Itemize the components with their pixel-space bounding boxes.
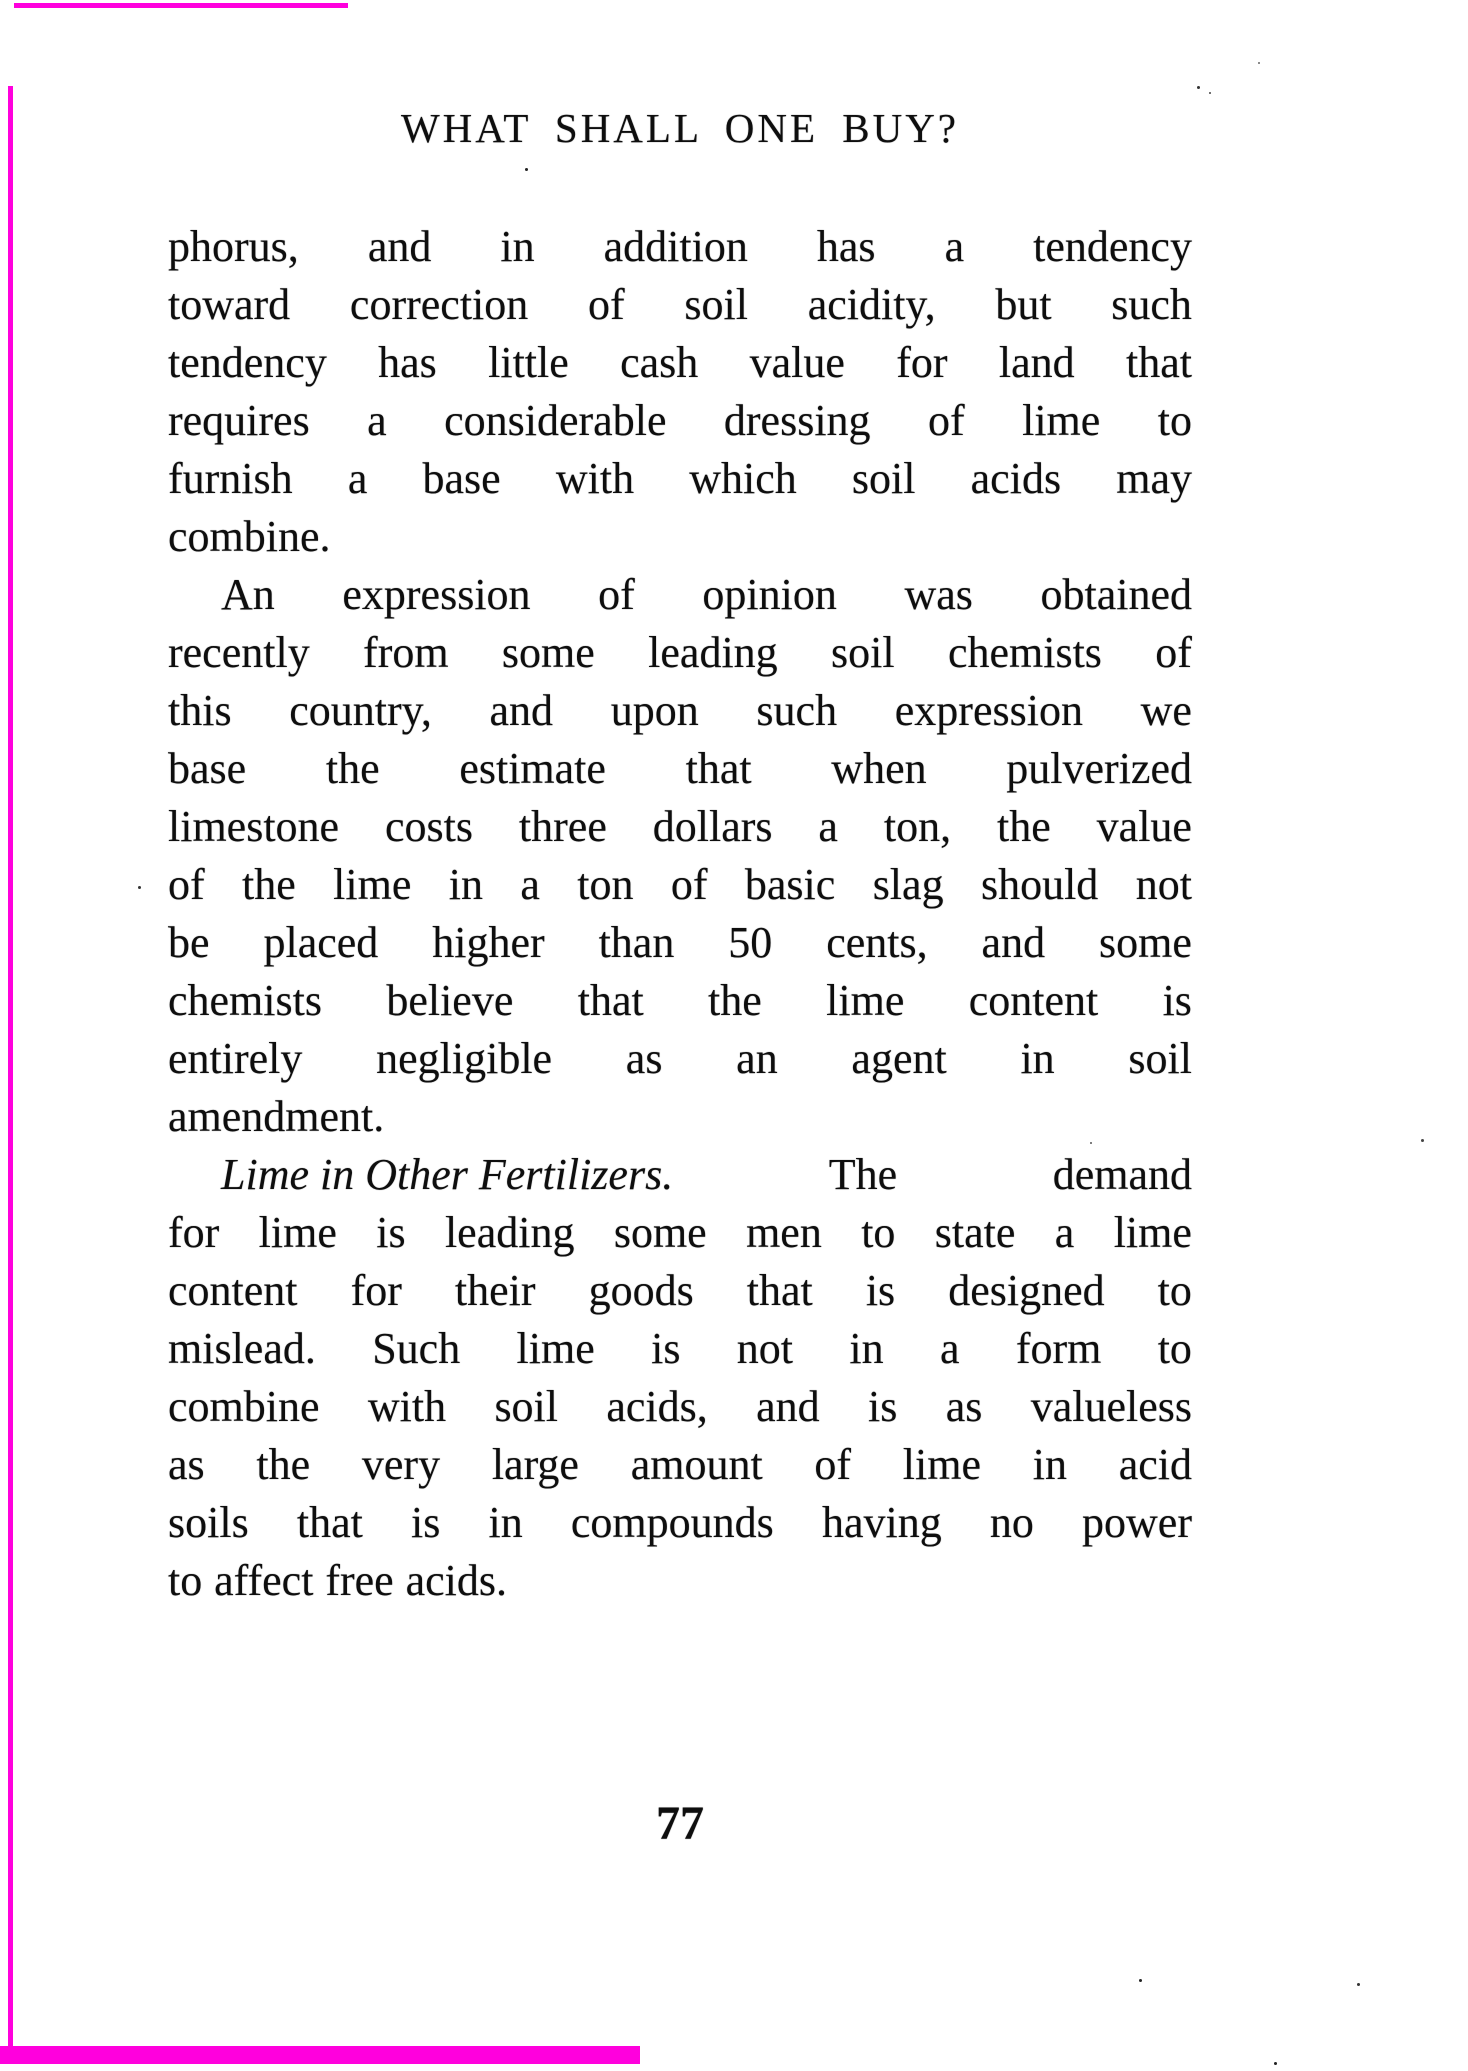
word: content: [168, 1266, 298, 1315]
top-edge-line: [14, 3, 348, 8]
word: lime: [516, 1324, 595, 1373]
word: which: [689, 454, 797, 503]
word: and: [489, 686, 554, 735]
word: limestone: [168, 802, 340, 851]
word: of: [588, 280, 625, 329]
scan-speck: [1274, 2062, 1277, 2065]
word: soil: [831, 628, 895, 677]
word: obtained: [1040, 570, 1192, 619]
word: has: [816, 222, 876, 271]
word: valueless: [1030, 1382, 1192, 1431]
word: amendment.: [168, 1092, 385, 1141]
word: that: [685, 744, 752, 793]
word: their: [454, 1266, 536, 1315]
text-line: [168, 1494, 1192, 1552]
word: negligible: [376, 1034, 553, 1083]
text-line: [168, 1378, 1192, 1436]
text-line: [168, 856, 1192, 914]
word: acid: [1118, 1440, 1192, 1489]
word: in: [1032, 1440, 1067, 1489]
word: recently: [168, 628, 310, 677]
word: soil: [494, 1382, 559, 1431]
text-line: [168, 1204, 1192, 1262]
page-number: 77: [656, 1797, 704, 1850]
word: lime: [1022, 396, 1101, 445]
word: country,: [289, 686, 432, 735]
word: pulverized: [1006, 744, 1192, 793]
word: as: [625, 1034, 663, 1083]
word: in: [448, 860, 483, 909]
word: of: [928, 396, 965, 445]
word: for: [168, 1208, 220, 1257]
text-line: [168, 914, 1192, 972]
word: the: [325, 744, 380, 793]
word: men: [746, 1208, 822, 1257]
word: and: [981, 918, 1046, 967]
text-line: [168, 972, 1192, 1030]
word: to: [861, 1208, 896, 1257]
word: combine.: [168, 512, 331, 561]
word: lime: [826, 976, 905, 1025]
word: has: [378, 338, 437, 387]
word: upon: [610, 686, 699, 735]
word: base: [422, 454, 501, 503]
word: cash: [620, 338, 699, 387]
word: of: [814, 1440, 852, 1489]
word: dollars: [652, 802, 773, 851]
word: should: [980, 860, 1099, 909]
word: soil: [851, 454, 916, 503]
word: designed: [948, 1266, 1105, 1315]
scan-speck: [1209, 92, 1211, 94]
word: acidity,: [807, 280, 936, 329]
word: having: [821, 1498, 942, 1547]
word: three: [518, 802, 607, 851]
word: some: [1099, 918, 1192, 967]
word: is: [376, 1208, 406, 1257]
word: that: [296, 1498, 363, 1547]
word: content: [968, 976, 1099, 1025]
word: of: [1155, 628, 1192, 677]
word: cents,: [826, 918, 928, 967]
word: toward: [168, 280, 291, 329]
word: that: [746, 1266, 813, 1315]
word: a: [939, 1324, 960, 1373]
word: considerable: [444, 396, 667, 445]
word: in: [1020, 1034, 1055, 1083]
word: amount: [630, 1440, 763, 1489]
word: base: [168, 744, 247, 793]
word: demand: [1052, 1150, 1192, 1199]
text-line: [168, 624, 1192, 682]
word: soil: [1128, 1034, 1192, 1083]
word: power: [1082, 1498, 1192, 1547]
scan-speck: [1421, 1139, 1424, 1142]
word: to: [168, 1556, 203, 1605]
scan-speck: [1139, 1979, 1142, 1982]
word: lime: [258, 1208, 337, 1257]
word: expression: [342, 570, 531, 619]
word: furnish: [168, 454, 293, 503]
word: estimate: [459, 744, 606, 793]
word: 50: [728, 918, 773, 967]
word: state: [934, 1208, 1016, 1257]
running-header: WHAT SHALL ONE BUY?: [400, 105, 960, 151]
word: is: [1162, 976, 1192, 1025]
word: opinion: [702, 570, 837, 619]
text-line: [168, 1146, 1192, 1204]
word: The: [828, 1150, 898, 1199]
text-line: [168, 740, 1192, 798]
left-edge-line: [8, 86, 13, 2064]
text-line: [168, 1436, 1192, 1494]
word: and: [756, 1382, 820, 1431]
word: of: [168, 860, 205, 909]
word: very: [361, 1440, 441, 1489]
word: this: [168, 686, 232, 735]
text-line: [168, 566, 1192, 624]
word: a: [367, 396, 387, 445]
word: not: [736, 1324, 794, 1373]
word: with: [555, 454, 635, 503]
word: such: [1111, 280, 1192, 329]
word: of: [598, 570, 635, 619]
word: in: [488, 1498, 523, 1547]
text-line: [168, 1030, 1192, 1088]
word: correction: [349, 280, 529, 329]
text-line: [168, 1320, 1192, 1378]
word: higher: [432, 918, 545, 967]
word: phorus,: [168, 222, 299, 271]
text-line: [168, 218, 1192, 276]
word: in: [500, 222, 535, 271]
word: no: [989, 1498, 1034, 1547]
word: combine: [168, 1382, 320, 1431]
word: to: [1157, 1324, 1192, 1373]
word: tendency: [168, 338, 327, 387]
word: little: [488, 338, 569, 387]
word: a: [1054, 1208, 1075, 1257]
word: lime: [902, 1440, 981, 1489]
word: Such: [372, 1324, 461, 1373]
word: in: [849, 1324, 884, 1373]
text-line: [168, 508, 1192, 566]
word: mislead.: [168, 1324, 316, 1373]
word: when: [831, 744, 927, 793]
word: requires: [168, 396, 310, 445]
word: basic: [744, 860, 836, 909]
word: the: [997, 802, 1051, 851]
text-line: [168, 392, 1192, 450]
word: slag: [872, 860, 944, 909]
text-line: [168, 276, 1192, 334]
text-line: [168, 1262, 1192, 1320]
word: we: [1140, 686, 1192, 735]
word: the: [256, 1440, 311, 1489]
page-body-text: [168, 218, 1192, 1610]
word: may: [1116, 454, 1192, 503]
word: than: [598, 918, 675, 967]
word: the: [708, 976, 762, 1025]
word: a: [818, 802, 838, 851]
word: value: [1096, 802, 1192, 851]
word: a: [944, 222, 965, 271]
word: some: [613, 1208, 707, 1257]
word: costs: [385, 802, 473, 851]
word: placed: [263, 918, 379, 967]
word: chemists: [168, 976, 322, 1025]
word: was: [904, 570, 973, 619]
word: addition: [603, 222, 748, 271]
word: entirely: [168, 1034, 303, 1083]
word: leading: [648, 628, 778, 677]
text-line: [168, 450, 1192, 508]
word: goods: [588, 1266, 694, 1315]
word: a: [520, 860, 540, 909]
word: as: [168, 1440, 205, 1489]
word: is: [411, 1498, 441, 1547]
word: form: [1015, 1324, 1102, 1373]
word: lime: [1113, 1208, 1192, 1257]
word: believe: [386, 976, 514, 1025]
scan-speck: [1357, 1983, 1360, 1986]
word: acids: [970, 454, 1062, 503]
word: with: [367, 1382, 447, 1431]
word: compounds: [570, 1498, 774, 1547]
word: acids,: [606, 1382, 708, 1431]
text-line: [168, 334, 1192, 392]
word: the: [242, 860, 296, 909]
word: value: [749, 338, 845, 387]
word: a: [347, 454, 368, 503]
word: affect: [214, 1556, 314, 1605]
word: is: [867, 1382, 898, 1431]
scan-speck: [1197, 86, 1200, 89]
word: be: [168, 918, 210, 967]
bottom-edge-band: [0, 2046, 640, 2064]
word: for: [350, 1266, 402, 1315]
word: acids.: [405, 1556, 507, 1605]
word: of: [670, 860, 708, 909]
word: some: [501, 628, 595, 677]
text-line: [168, 1088, 1192, 1146]
scan-speck: [138, 886, 141, 889]
word: is: [651, 1324, 681, 1373]
word: leading: [444, 1208, 575, 1257]
text-line: [168, 1552, 1192, 1610]
word: not: [1135, 860, 1192, 909]
text-line: [168, 682, 1192, 740]
word: An: [221, 570, 275, 619]
word: as: [945, 1382, 983, 1431]
word: ton,: [883, 802, 952, 851]
word: such: [756, 686, 838, 735]
word: dressing: [723, 396, 871, 445]
word: and: [367, 222, 432, 271]
word: expression: [894, 686, 1083, 735]
word: chemists: [947, 628, 1102, 677]
word: but: [995, 280, 1052, 329]
word: lime: [333, 860, 412, 909]
text-line: [168, 798, 1192, 856]
word: that: [1125, 338, 1192, 387]
word: tendency: [1033, 222, 1192, 271]
word: ton: [577, 860, 634, 909]
italic-phrase: Lime in Other Fertilizers.: [221, 1150, 674, 1199]
word: to: [1157, 1266, 1192, 1315]
word: that: [577, 976, 644, 1025]
word: to: [1157, 396, 1192, 445]
word: land: [998, 338, 1075, 387]
word: agent: [851, 1034, 947, 1083]
word: free: [325, 1556, 394, 1605]
word: from: [363, 628, 449, 677]
word: soils: [168, 1498, 249, 1547]
scan-speck: [1258, 62, 1260, 64]
word: is: [865, 1266, 896, 1315]
word: large: [491, 1440, 579, 1489]
word: soil: [684, 280, 748, 329]
word: for: [896, 338, 948, 387]
word: an: [736, 1034, 778, 1083]
scan-speck: [525, 168, 528, 171]
scan-speck: [1090, 1142, 1092, 1144]
